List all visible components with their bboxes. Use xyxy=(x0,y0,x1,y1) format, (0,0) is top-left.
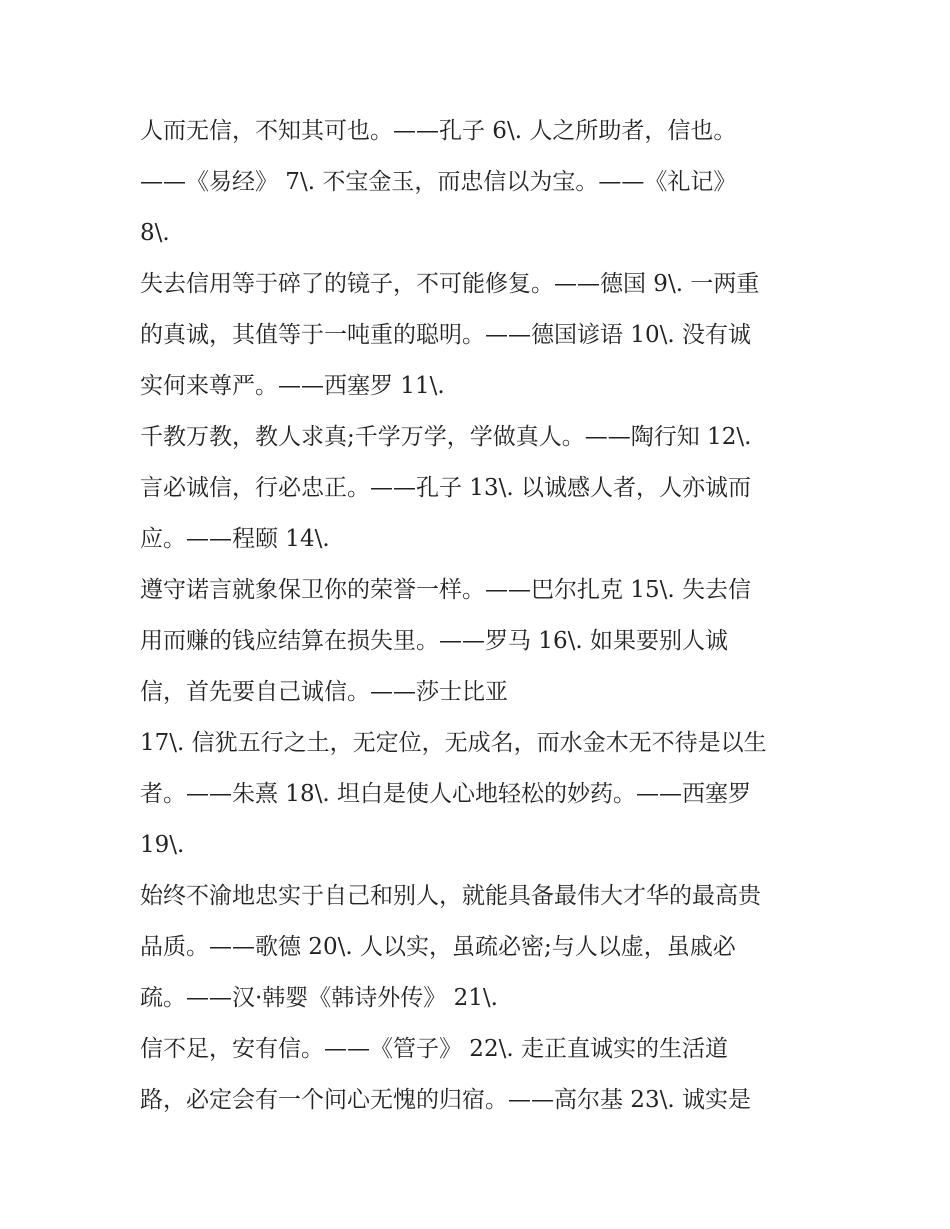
text-line-19: 信不足，安有信。——《管子》 22\. 走正直诚实的生活道 xyxy=(140,1036,728,1062)
text-line-6: 实何来尊严。——西塞罗 11\. xyxy=(140,373,445,399)
text-line-13: 17\. 信犹五行之土，无定位，无成名，而水金木无不待是以生 xyxy=(140,730,767,756)
quotes-text-block xyxy=(140,106,840,1126)
text-line-10: 遵守诺言就象保卫你的荣誉一样。——巴尔扎克 15\. 失去信 xyxy=(140,577,751,603)
text-line-17: 品质。——歌德 20\. 人以实，虽疏必密;与人以虚，虽戚必 xyxy=(140,934,736,960)
text-line-2: ——《易经》 7\. 不宝金玉，而忠信以为宝。——《礼记》 xyxy=(140,169,737,195)
text-line-5: 的真诚，其值等于一吨重的聪明。——德国谚语 10\. 没有诚 xyxy=(140,322,751,348)
text-line-20: 路，必定会有一个问心无愧的归宿。——高尔基 23\. 诚实是 xyxy=(140,1087,751,1113)
text-line-16: 始终不渝地忠实于自己和别人，就能具备最伟大才华的最高贵 xyxy=(140,883,761,909)
text-line-15: 19\. xyxy=(140,832,185,858)
text-line-9: 应。——程颐 14\. xyxy=(140,526,330,552)
text-line-4: 失去信用等于碎了的镜子，不可能修复。——德国 9\. 一两重 xyxy=(140,271,760,297)
text-line-3: 8\. xyxy=(140,220,170,246)
text-line-8: 言必诚信，行必忠正。——孔子 13\. 以诚感人者，人亦诚而 xyxy=(140,475,751,501)
text-line-7: 千教万教，教人求真;千学万学，学做真人。——陶行知 12\. xyxy=(140,424,752,450)
text-line-12: 信，首先要自己诚信。——莎士比亚 xyxy=(140,679,508,705)
text-line-11: 用而赚的钱应结算在损失里。——罗马 16\. 如果要别人诚 xyxy=(140,628,728,654)
text-line-18: 疏。——汉·韩婴《韩诗外传》 21\. xyxy=(140,985,498,1011)
text-line-14: 者。——朱熹 18\. 坦白是使人心地轻松的妙药。——西塞罗 xyxy=(140,781,751,807)
text-line-1: 人而无信，不知其可也。——孔子 6\. 人之所助者，信也。 xyxy=(140,118,737,144)
